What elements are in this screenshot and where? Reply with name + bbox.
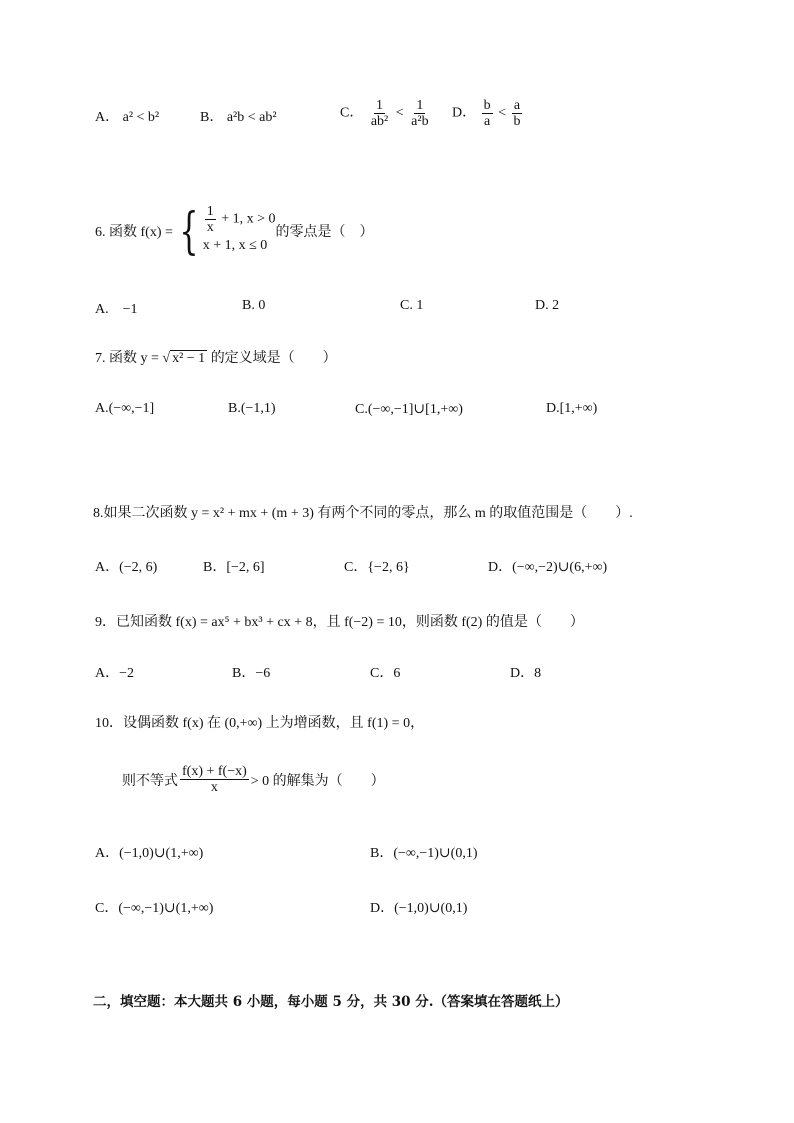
q10-line2-suffix: > 0 的解集为（ ） [250,773,385,789]
q7-option-a: A.(−∞,−1] [95,401,155,416]
q7-option-d: D.[1,+∞) [546,401,598,416]
q10-line1: 10．设偶函数 f(x) 在 (0,+∞) 上为增函数，且 f(1) = 0， [95,716,425,731]
q6-case1-den: x [206,220,214,235]
q5-d-frac2 [512,98,523,129]
q6-option-d: D. 2 [535,298,560,313]
q5-d-den1: a [484,114,491,129]
q6-case2: x + 1, x ≤ 0 [202,238,268,253]
q8-question: 8.如果二次函数 y = x² + mx + (m + 3) 有两个不同的零点，那么 m 的取值范围是（ ）. [93,506,633,521]
q10-fraction [180,764,249,795]
q5-d-num1: b [483,98,491,113]
q6-option-b: B. 0 [242,298,266,313]
q9-option-b: B．−6 [232,666,271,681]
q6-case1-rest: + 1, x > 0 [221,211,276,227]
q5-a-label: A． [95,110,120,125]
q9-option-a: A．−2 [95,666,135,681]
q5-option-b [200,106,277,126]
q5-c-lt: < [395,105,404,121]
q7-option-b: B.(−1,1) [228,401,276,416]
q5-option-d [452,98,525,129]
q8-option-d: D．(−∞,−2)∪(6,+∞) [488,560,608,575]
q5-option-c [340,98,433,129]
q6-suffix: 的零点是（ ） [275,224,374,240]
q5-c-num1: 1 [376,98,384,113]
q9-question: 9．已知函数 f(x) = ax⁵ + bx³ + cx + 8，且 f(−2) = 10，则函数 f(2) 的值是（ ） [95,615,584,630]
q8-option-a: A．(−2, 6) [95,560,158,575]
q6-case1-frac [205,204,216,235]
q10-option-c: C．(−∞,−1)∪(1,+∞) [95,901,214,916]
section-heading: 二，填空题：本大题共 6 小题，每小题 5 分，共 30 分.（答案填在答题纸上） [93,994,569,1010]
q5-d-lt: < [498,105,507,121]
q5-d-num2: a [513,98,521,113]
q7-radicand: x² − 1 [172,351,206,366]
q6-question [95,201,374,260]
q6-option-c: C. 1 [400,298,424,313]
q5-c-den2: a²b [411,114,429,129]
q5-c-frac1 [369,98,390,129]
q6-cases [203,204,276,257]
q5-d-frac1 [482,98,493,129]
brace-icon: { [179,201,199,260]
q9-option-c: C．6 [370,666,401,681]
q10-option-a: A．(−1,0)∪(1,+∞) [95,846,204,861]
q5-b-label: B． [200,110,224,125]
q6-prefix: 6. 函数 f(x) = [95,224,173,240]
q8-option-b: B．[−2, 6] [203,560,265,575]
q5-option-a [95,106,159,126]
q6-option-a: A. −1 [95,302,138,317]
sqrt-icon: √ [162,351,171,366]
q5-c-num2: 1 [416,98,424,113]
q10-frac-num: f(x) + f(−x) [182,764,247,779]
q5-c-frac2 [409,98,430,129]
q10-line2 [122,764,385,795]
q6-case1-num: 1 [206,204,214,219]
q6-case1 [203,204,276,235]
q8-option-c: C．{−2, 6} [344,560,410,575]
q7-suffix: 的定义域是（ ） [210,351,337,366]
q9-option-d: D．8 [510,666,542,681]
q10-frac-den: x [210,780,218,795]
q7-option-c: C.(−∞,−1]∪[1,+∞) [355,402,463,417]
q5-c-label: C． [340,105,364,121]
q5-d-den2: b [513,114,521,129]
q5-a-expr: a² < b² [122,110,160,125]
q7-question [95,347,337,367]
q10-line2-prefix: 则不等式 [122,773,178,789]
q5-d-label: D． [452,105,477,121]
q10-option-b: B．(−∞,−1)∪(0,1) [370,846,478,861]
q7-prefix: 7. 函数 y = [95,351,159,366]
q5-b-expr: a²b < ab² [226,110,277,125]
q5-c-den1: ab² [370,114,389,129]
q10-option-d: D．(−1,0)∪(0,1) [370,901,468,916]
